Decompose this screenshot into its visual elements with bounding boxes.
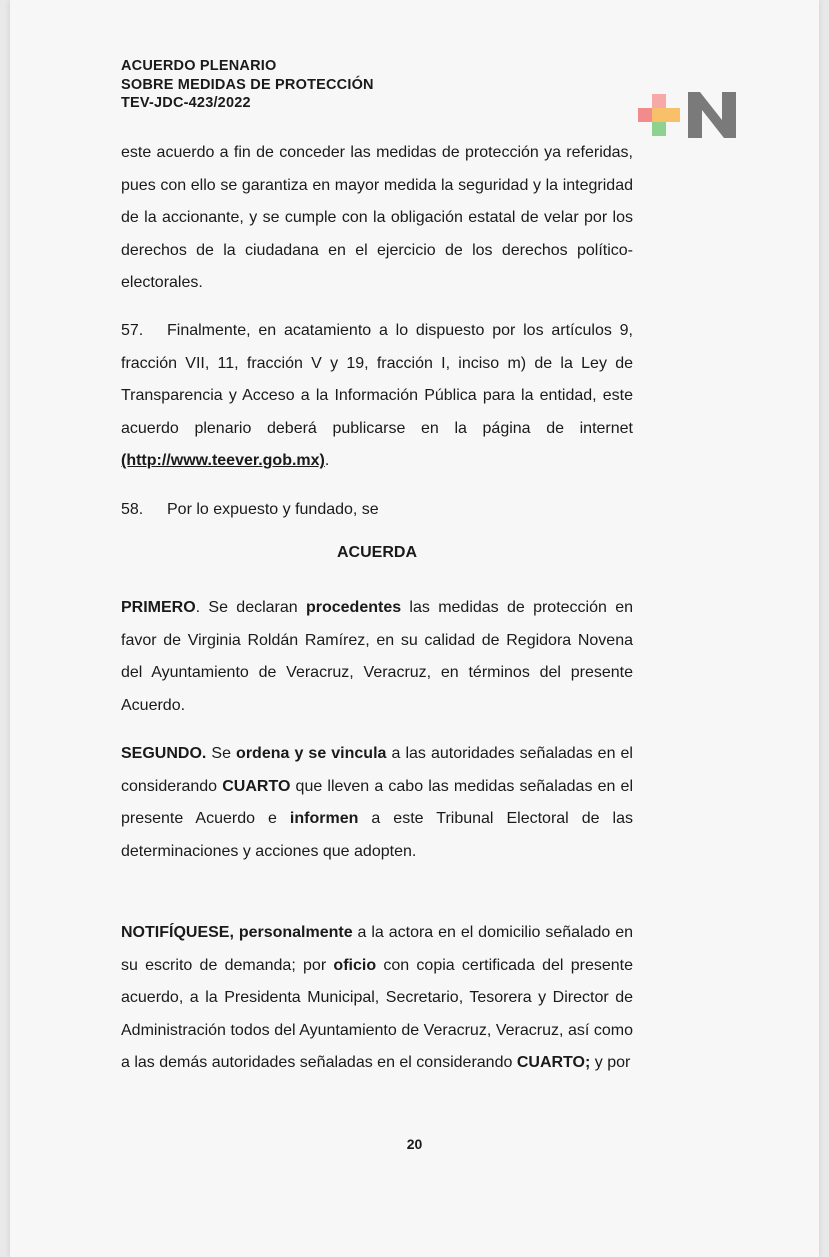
- text-segment: . Se declaran: [195, 599, 306, 616]
- website-link[interactable]: (http://www.teever.gob.mx): [121, 452, 325, 470]
- page-number: 20: [406, 1136, 423, 1152]
- paragraph-continuation: [121, 137, 633, 300]
- bold-segment: informen: [289, 810, 359, 828]
- text-segment: con copia certificada del presente acuerdo, a la Presidenta Municipal, Secretario, Tesorera y Director de Administración todos del Ayuntamiento de Veracruz, Veracruz, así como a las demás autoridades señaladas en el considerando: [121, 956, 633, 1072]
- resolutive-segundo: [121, 738, 633, 868]
- paragraph-57: [121, 315, 633, 478]
- resolutive-label: SEGUNDO.: [121, 745, 207, 762]
- notification-paragraph: [121, 917, 633, 1080]
- bold-segment: oficio: [333, 956, 377, 974]
- resolutive-label: PRIMERO: [121, 599, 196, 616]
- text-segment: que lleven a cabo las medidas señaladas en el presente Acuerdo e: [121, 777, 634, 828]
- text-segment: a este Tribunal Electoral de las determinaciones y acciones que adopten.: [121, 810, 634, 860]
- text-segment: a las autoridades señaladas en el considerando: [121, 745, 633, 795]
- bold-segment: CUARTO: [222, 777, 291, 795]
- header-case-number: TEV-JDC-423/2022: [121, 95, 251, 111]
- notification-label: NOTIFÍQUESE, personalmente: [121, 924, 353, 941]
- paragraph-58: [121, 494, 633, 527]
- document-page: [10, 0, 819, 1257]
- bold-segment: ordena y se vincula: [236, 745, 387, 762]
- paragraph-number: 57.: [121, 322, 144, 339]
- document-header: [121, 57, 374, 113]
- watermark-logo-icon: [638, 90, 742, 140]
- paragraph-text: Por lo expuesto y fundado, se: [167, 501, 379, 518]
- paragraph-end: .: [324, 452, 330, 470]
- text-segment: a la actora en el domicilio señalado en su escrito de demanda; por: [121, 924, 633, 974]
- resolutive-primero: [121, 592, 633, 722]
- paragraph-number: 58.: [121, 501, 144, 518]
- paragraph-text: este acuerdo a fin de conceder las medidas de protección ya referidas, pues con ello se garantiza en mayor medida la seguridad y la integridad de la accionante, y se cumple con la obligación estatal de velar por los derechos de la ciudadana en el ejercicio de los derechos político-electorales.: [121, 144, 633, 292]
- header-line-1: ACUERDO PLENARIO: [121, 58, 277, 74]
- bold-segment: CUARTO;: [516, 1054, 591, 1072]
- bold-segment: procedentes: [305, 599, 402, 616]
- text-segment: y por: [590, 1054, 631, 1072]
- resolution-heading: ACUERDA: [337, 544, 417, 561]
- text-segment: Se: [206, 745, 237, 762]
- paragraph-text: Finalmente, en acatamiento a lo dispuesto por los artículos 9, fracción VII, 11, fracción V y 19, fracción I, inciso m) de la Ley de Transparencia y Acceso a la Información Pública para la entidad, este acuerdo plenario deberá publicarse en la página de internet: [121, 322, 633, 437]
- text-segment: las medidas de protección en favor de Virginia Roldán Ramírez, en su calidad de Regidora Novena del Ayuntamiento de Veracruz, Veracruz, en términos del presente Acuerdo.: [121, 599, 633, 714]
- header-line-2: SOBRE MEDIDAS DE PROTECCIÓN: [121, 76, 374, 93]
